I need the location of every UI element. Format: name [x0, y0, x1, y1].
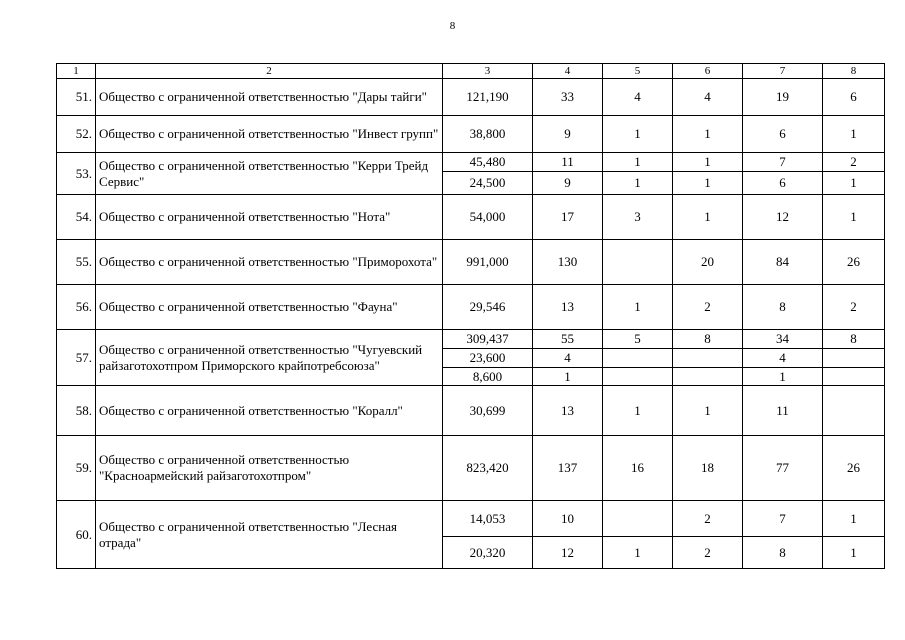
- organization-name: Общество с ограниченной ответственностью "Лесная отрада": [96, 501, 443, 569]
- value-cell: 19: [743, 79, 823, 116]
- value-cell: 1: [673, 153, 743, 172]
- row-number: 55.: [57, 240, 96, 285]
- value-cell: 8: [743, 537, 823, 569]
- row-number: 56.: [57, 285, 96, 330]
- value-cell: 4: [673, 79, 743, 116]
- value-cell: [823, 349, 885, 368]
- value-cell: 4: [603, 79, 673, 116]
- value-cell: 2: [673, 501, 743, 537]
- row-number: 53.: [57, 153, 96, 195]
- value-cell: 12: [533, 537, 603, 569]
- value-cell: [673, 368, 743, 386]
- value-cell: 7: [743, 501, 823, 537]
- value-cell: 24,500: [443, 172, 533, 195]
- value-cell: 9: [533, 172, 603, 195]
- organization-name: Общество с ограниченной ответственностью "Красноармейский райзаготохотпром": [96, 436, 443, 501]
- value-cell: 8: [743, 285, 823, 330]
- value-cell: 84: [743, 240, 823, 285]
- row-number: 54.: [57, 195, 96, 240]
- value-cell: 77: [743, 436, 823, 501]
- row-number: 58.: [57, 386, 96, 436]
- value-cell: 1: [823, 537, 885, 569]
- organization-name: Общество с ограниченной ответственностью "Керри Трейд Сервис": [96, 153, 443, 195]
- value-cell: 1: [673, 172, 743, 195]
- value-cell: 1: [823, 116, 885, 153]
- value-cell: 6: [743, 116, 823, 153]
- value-cell: 1: [673, 386, 743, 436]
- value-cell: 1: [743, 368, 823, 386]
- value-cell: 2: [673, 537, 743, 569]
- value-cell: 1: [533, 368, 603, 386]
- value-cell: 137: [533, 436, 603, 501]
- organization-name: Общество с ограниченной ответственностью "Дары тайги": [96, 79, 443, 116]
- value-cell: 34: [743, 330, 823, 349]
- organization-name: Общество с ограниченной ответственностью "Приморохота": [96, 240, 443, 285]
- value-cell: 9: [533, 116, 603, 153]
- value-cell: 20: [673, 240, 743, 285]
- organization-name: Общество с ограниченной ответственностью "Нота": [96, 195, 443, 240]
- value-cell: 991,000: [443, 240, 533, 285]
- row-number: 59.: [57, 436, 96, 501]
- value-cell: 4: [533, 349, 603, 368]
- column-header: 3: [443, 64, 533, 79]
- page-number: 8: [449, 20, 456, 32]
- table-row: [57, 195, 885, 240]
- value-cell: [603, 240, 673, 285]
- row-number: 57.: [57, 330, 96, 386]
- value-cell: 2: [823, 153, 885, 172]
- value-cell: 6: [743, 172, 823, 195]
- value-cell: [603, 501, 673, 537]
- value-cell: 26: [823, 240, 885, 285]
- value-cell: 6: [823, 79, 885, 116]
- value-cell: 20,320: [443, 537, 533, 569]
- value-cell: 11: [533, 153, 603, 172]
- value-cell: 23,600: [443, 349, 533, 368]
- organization-name: Общество с ограниченной ответственностью "Фауна": [96, 285, 443, 330]
- value-cell: 26: [823, 436, 885, 501]
- value-cell: 54,000: [443, 195, 533, 240]
- value-cell: 823,420: [443, 436, 533, 501]
- table-row: [57, 79, 885, 116]
- column-header: 7: [743, 64, 823, 79]
- value-cell: 1: [823, 172, 885, 195]
- value-cell: 121,190: [443, 79, 533, 116]
- value-cell: 1: [603, 116, 673, 153]
- value-cell: 1: [603, 172, 673, 195]
- value-cell: 8,600: [443, 368, 533, 386]
- value-cell: 1: [603, 285, 673, 330]
- table-row: [57, 501, 885, 537]
- value-cell: 1: [603, 386, 673, 436]
- value-cell: 8: [823, 330, 885, 349]
- value-cell: 8: [673, 330, 743, 349]
- value-cell: [603, 368, 673, 386]
- value-cell: 4: [743, 349, 823, 368]
- table-row: [57, 436, 885, 501]
- value-cell: 33: [533, 79, 603, 116]
- value-cell: [823, 386, 885, 436]
- data-table: [56, 63, 885, 569]
- value-cell: 1: [823, 195, 885, 240]
- value-cell: 45,480: [443, 153, 533, 172]
- value-cell: 11: [743, 386, 823, 436]
- value-cell: 55: [533, 330, 603, 349]
- value-cell: 7: [743, 153, 823, 172]
- value-cell: 1: [823, 501, 885, 537]
- value-cell: 38,800: [443, 116, 533, 153]
- table-row: [57, 386, 885, 436]
- value-cell: 1: [603, 537, 673, 569]
- value-cell: 1: [673, 116, 743, 153]
- value-cell: 5: [603, 330, 673, 349]
- value-cell: 2: [823, 285, 885, 330]
- value-cell: 14,053: [443, 501, 533, 537]
- value-cell: 13: [533, 285, 603, 330]
- value-cell: 10: [533, 501, 603, 537]
- column-header: 5: [603, 64, 673, 79]
- organization-name: Общество с ограниченной ответственностью "Коралл": [96, 386, 443, 436]
- row-number: 51.: [57, 79, 96, 116]
- value-cell: 13: [533, 386, 603, 436]
- value-cell: 17: [533, 195, 603, 240]
- value-cell: 12: [743, 195, 823, 240]
- value-cell: 1: [673, 195, 743, 240]
- value-cell: 3: [603, 195, 673, 240]
- value-cell: [673, 349, 743, 368]
- value-cell: [603, 349, 673, 368]
- column-header: 8: [823, 64, 885, 79]
- column-header: 4: [533, 64, 603, 79]
- header-row: [57, 64, 885, 79]
- column-header: 2: [96, 64, 443, 79]
- column-header: 1: [57, 64, 96, 79]
- value-cell: 29,546: [443, 285, 533, 330]
- value-cell: 30,699: [443, 386, 533, 436]
- value-cell: 130: [533, 240, 603, 285]
- value-cell: 2: [673, 285, 743, 330]
- table-row: [57, 240, 885, 285]
- row-number: 60.: [57, 501, 96, 569]
- table-row: [57, 116, 885, 153]
- row-number: 52.: [57, 116, 96, 153]
- table-row: [57, 153, 885, 172]
- value-cell: 309,437: [443, 330, 533, 349]
- value-cell: 18: [673, 436, 743, 501]
- table-row: [57, 285, 885, 330]
- value-cell: 16: [603, 436, 673, 501]
- value-cell: 1: [603, 153, 673, 172]
- column-header: 6: [673, 64, 743, 79]
- organization-name: Общество с ограниченной ответственностью "Инвест групп": [96, 116, 443, 153]
- organization-name: Общество с ограниченной ответственностью "Чугуевский райзаготохотпром Приморского крайпотребсоюза": [96, 330, 443, 386]
- value-cell: [823, 368, 885, 386]
- table-row: [57, 330, 885, 349]
